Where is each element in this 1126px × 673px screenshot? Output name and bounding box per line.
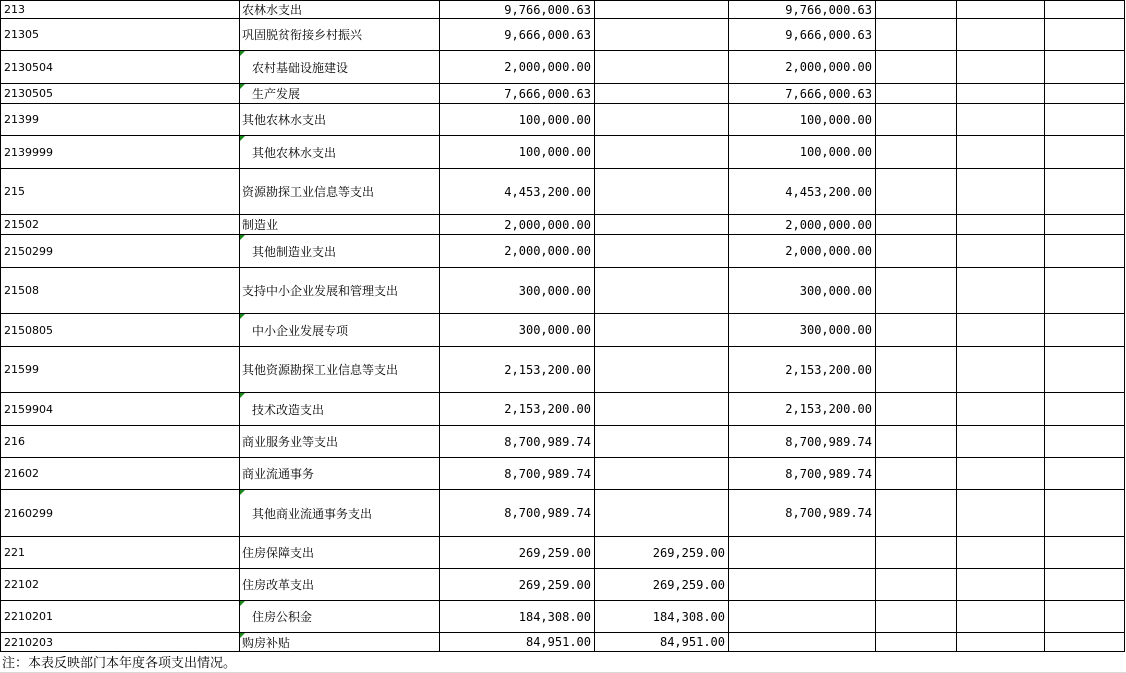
table-row — [1, 51, 1125, 84]
cell-empty[interactable] — [1045, 569, 1125, 601]
cell-empty[interactable] — [957, 314, 1045, 347]
cell-name[interactable]: 制造业 — [240, 215, 440, 235]
cell-marker-icon — [240, 314, 245, 319]
cell-empty[interactable] — [876, 490, 957, 537]
cell-total[interactable]: 2,000,000.00 — [440, 235, 595, 268]
cell-code[interactable]: 216 — [1, 426, 240, 458]
cell-code[interactable]: 21399 — [1, 104, 240, 136]
cell-empty[interactable] — [957, 601, 1045, 633]
cell-code[interactable]: 2130505 — [1, 84, 240, 104]
cell-empty[interactable] — [876, 601, 957, 633]
cell-marker-icon — [240, 84, 245, 89]
cell-total[interactable]: 2,000,000.00 — [440, 215, 595, 235]
cell-code[interactable]: 2210203 — [1, 633, 240, 652]
table-row — [1, 84, 1125, 104]
cell-project[interactable]: 8,700,989.74 — [729, 490, 876, 537]
cell-empty[interactable] — [957, 169, 1045, 215]
cell-total[interactable]: 9,666,000.63 — [440, 19, 595, 51]
cell-basic[interactable] — [595, 51, 729, 84]
cell-project[interactable]: 9,766,000.63 — [729, 1, 876, 19]
cell-code[interactable]: 22102 — [1, 569, 240, 601]
cell-code[interactable]: 21305 — [1, 19, 240, 51]
cell-empty[interactable] — [957, 268, 1045, 314]
cell-marker-icon — [240, 633, 245, 638]
cell-project[interactable]: 100,000.00 — [729, 104, 876, 136]
cell-empty[interactable] — [1045, 51, 1125, 84]
cell-empty[interactable] — [1045, 314, 1125, 347]
cell-name[interactable]: 住房公积金 — [240, 601, 440, 633]
cell-empty[interactable] — [876, 569, 957, 601]
cell-code[interactable]: 2159904 — [1, 393, 240, 426]
cell-basic[interactable] — [595, 426, 729, 458]
cell-name[interactable]: 其他制造业支出 — [240, 235, 440, 268]
cell-name[interactable]: 住房改革支出 — [240, 569, 440, 601]
cell-code[interactable]: 21502 — [1, 215, 240, 235]
cell-project[interactable]: 8,700,989.74 — [729, 458, 876, 490]
cell-empty[interactable] — [876, 136, 957, 169]
cell-total[interactable]: 8,700,989.74 — [440, 490, 595, 537]
cell-empty[interactable] — [957, 136, 1045, 169]
cell-code[interactable]: 213 — [1, 1, 240, 19]
cell-total[interactable]: 300,000.00 — [440, 314, 595, 347]
cell-basic[interactable] — [595, 1, 729, 19]
table-row — [1, 601, 1125, 633]
cell-total[interactable]: 8,700,989.74 — [440, 458, 595, 490]
cell-empty[interactable] — [1045, 393, 1125, 426]
cell-basic[interactable] — [595, 347, 729, 393]
table-row — [1, 393, 1125, 426]
cell-name[interactable]: 购房补贴 — [240, 633, 440, 652]
cell-name[interactable]: 支持中小企业发展和管理支出 — [240, 268, 440, 314]
cell-basic[interactable]: 269,259.00 — [595, 569, 729, 601]
cell-empty[interactable] — [876, 633, 957, 652]
cell-code[interactable]: 2150299 — [1, 235, 240, 268]
cell-name[interactable]: 其他商业流通事务支出 — [240, 490, 440, 537]
table-row — [1, 347, 1125, 393]
cell-marker-icon — [240, 136, 245, 141]
table-row — [1, 490, 1125, 537]
table-row — [1, 1, 1125, 19]
cell-empty[interactable] — [957, 490, 1045, 537]
cell-basic[interactable] — [595, 169, 729, 215]
cell-code[interactable]: 21599 — [1, 347, 240, 393]
cell-empty[interactable] — [876, 19, 957, 51]
cell-empty[interactable] — [1045, 426, 1125, 458]
cell-basic[interactable] — [595, 84, 729, 104]
cell-empty[interactable] — [1045, 19, 1125, 51]
cell-empty[interactable] — [957, 569, 1045, 601]
cell-project[interactable] — [729, 601, 876, 633]
table-row — [1, 19, 1125, 51]
cell-name[interactable]: 商业服务业等支出 — [240, 426, 440, 458]
cell-total[interactable]: 2,153,200.00 — [440, 347, 595, 393]
table-row — [1, 569, 1125, 601]
cell-marker-icon — [240, 490, 245, 495]
cell-empty[interactable] — [957, 235, 1045, 268]
cell-empty[interactable] — [1045, 537, 1125, 569]
cell-empty[interactable] — [1045, 1, 1125, 19]
table-row — [1, 104, 1125, 136]
cell-name[interactable]: 生产发展 — [240, 84, 440, 104]
cell-basic[interactable] — [595, 314, 729, 347]
cell-empty[interactable] — [957, 84, 1045, 104]
cell-name[interactable]: 其他农林水支出 — [240, 104, 440, 136]
cell-empty[interactable] — [1045, 235, 1125, 268]
cell-marker-icon — [240, 51, 245, 56]
cell-empty[interactable] — [1045, 104, 1125, 136]
cell-project[interactable]: 300,000.00 — [729, 268, 876, 314]
cell-empty[interactable] — [1045, 84, 1125, 104]
cell-marker-icon — [240, 393, 245, 398]
table-row — [1, 458, 1125, 490]
cell-project[interactable]: 2,000,000.00 — [729, 51, 876, 84]
cell-empty[interactable] — [957, 537, 1045, 569]
cell-basic[interactable] — [595, 215, 729, 235]
cell-basic[interactable] — [595, 19, 729, 51]
cell-empty[interactable] — [876, 347, 957, 393]
table-row — [1, 426, 1125, 458]
cell-project[interactable]: 7,666,000.63 — [729, 84, 876, 104]
cell-total[interactable]: 100,000.00 — [440, 104, 595, 136]
cell-project[interactable]: 2,153,200.00 — [729, 393, 876, 426]
cell-basic[interactable] — [595, 393, 729, 426]
cell-empty[interactable] — [876, 1, 957, 19]
cell-empty[interactable] — [1045, 633, 1125, 652]
cell-name[interactable]: 中小企业发展专项 — [240, 314, 440, 347]
cell-project[interactable]: 2,000,000.00 — [729, 235, 876, 268]
cell-total[interactable]: 9,766,000.63 — [440, 1, 595, 19]
cell-code[interactable]: 2210201 — [1, 601, 240, 633]
cell-name[interactable]: 巩固脱贫衔接乡村振兴 — [240, 19, 440, 51]
cell-empty[interactable] — [876, 458, 957, 490]
cell-code[interactable]: 2150805 — [1, 314, 240, 347]
cell-name[interactable]: 技术改造支出 — [240, 393, 440, 426]
cell-project[interactable] — [729, 633, 876, 652]
cell-project[interactable]: 9,666,000.63 — [729, 19, 876, 51]
cell-empty[interactable] — [957, 19, 1045, 51]
cell-project[interactable]: 4,453,200.00 — [729, 169, 876, 215]
cell-code[interactable]: 2139999 — [1, 136, 240, 169]
cell-empty[interactable] — [876, 393, 957, 426]
cell-name[interactable]: 农村基础设施建设 — [240, 51, 440, 84]
cell-empty[interactable] — [957, 393, 1045, 426]
cell-code[interactable]: 215 — [1, 169, 240, 215]
table-row — [1, 537, 1125, 569]
cell-code[interactable]: 21508 — [1, 268, 240, 314]
cell-basic[interactable]: 269,259.00 — [595, 537, 729, 569]
cell-name[interactable]: 其他资源勘探工业信息等支出 — [240, 347, 440, 393]
cell-code[interactable]: 2160299 — [1, 490, 240, 537]
cell-marker-icon — [240, 601, 245, 606]
cell-total[interactable]: 7,666,000.63 — [440, 84, 595, 104]
cell-total[interactable]: 100,000.00 — [440, 136, 595, 169]
cell-name[interactable]: 农林水支出 — [240, 1, 440, 19]
cell-basic[interactable] — [595, 235, 729, 268]
cell-empty[interactable] — [876, 215, 957, 235]
cell-total[interactable]: 269,259.00 — [440, 569, 595, 601]
cell-empty[interactable] — [957, 104, 1045, 136]
cell-empty[interactable] — [1045, 215, 1125, 235]
cell-code[interactable]: 221 — [1, 537, 240, 569]
cell-empty[interactable] — [876, 268, 957, 314]
cell-project[interactable]: 100,000.00 — [729, 136, 876, 169]
table-row — [1, 268, 1125, 314]
cell-empty[interactable] — [876, 84, 957, 104]
cell-basic[interactable] — [595, 104, 729, 136]
cell-empty[interactable] — [1045, 490, 1125, 537]
cell-empty[interactable] — [957, 51, 1045, 84]
table-row — [1, 633, 1125, 652]
cell-name[interactable]: 资源勘探工业信息等支出 — [240, 169, 440, 215]
cell-empty[interactable] — [957, 215, 1045, 235]
cell-empty[interactable] — [876, 169, 957, 215]
cell-project[interactable]: 8,700,989.74 — [729, 426, 876, 458]
cell-total[interactable]: 269,259.00 — [440, 537, 595, 569]
table-footnote: 注：本表反映部门本年度各项支出情况。 — [2, 656, 237, 671]
cell-basic[interactable] — [595, 136, 729, 169]
table-row — [1, 136, 1125, 169]
cell-empty[interactable] — [876, 314, 957, 347]
cell-basic[interactable]: 84,951.00 — [595, 633, 729, 652]
cell-code[interactable]: 21602 — [1, 458, 240, 490]
cell-total[interactable]: 84,951.00 — [440, 633, 595, 652]
cell-total[interactable]: 8,700,989.74 — [440, 426, 595, 458]
cell-basic[interactable] — [595, 458, 729, 490]
cell-empty[interactable] — [1045, 136, 1125, 169]
table-row — [1, 235, 1125, 268]
cell-empty[interactable] — [957, 458, 1045, 490]
cell-project[interactable]: 2,153,200.00 — [729, 347, 876, 393]
cell-empty[interactable] — [876, 537, 957, 569]
cell-empty[interactable] — [1045, 601, 1125, 633]
cell-name[interactable]: 其他农林水支出 — [240, 136, 440, 169]
cell-empty[interactable] — [957, 347, 1045, 393]
cell-empty[interactable] — [957, 1, 1045, 19]
cell-empty[interactable] — [957, 426, 1045, 458]
cell-basic[interactable]: 184,308.00 — [595, 601, 729, 633]
cell-project[interactable]: 300,000.00 — [729, 314, 876, 347]
cell-total[interactable]: 184,308.00 — [440, 601, 595, 633]
cell-empty[interactable] — [876, 235, 957, 268]
cell-empty[interactable] — [876, 426, 957, 458]
cell-empty[interactable] — [876, 104, 957, 136]
cell-name[interactable]: 住房保障支出 — [240, 537, 440, 569]
cell-empty[interactable] — [957, 633, 1045, 652]
cell-total[interactable]: 2,000,000.00 — [440, 51, 595, 84]
cell-total[interactable]: 300,000.00 — [440, 268, 595, 314]
cell-marker-icon — [240, 235, 245, 240]
cell-empty[interactable] — [1045, 169, 1125, 215]
cell-total[interactable]: 4,453,200.00 — [440, 169, 595, 215]
cell-name[interactable]: 商业流通事务 — [240, 458, 440, 490]
table-row — [1, 169, 1125, 215]
cell-empty[interactable] — [876, 51, 957, 84]
table-row — [1, 215, 1125, 235]
table-row — [1, 314, 1125, 347]
cell-project[interactable]: 2,000,000.00 — [729, 215, 876, 235]
cell-project[interactable] — [729, 569, 876, 601]
cell-basic[interactable] — [595, 268, 729, 314]
cell-total[interactable]: 2,153,200.00 — [440, 393, 595, 426]
cell-empty[interactable] — [1045, 347, 1125, 393]
cell-empty[interactable] — [1045, 458, 1125, 490]
cell-code[interactable]: 2130504 — [1, 51, 240, 84]
cell-empty[interactable] — [1045, 268, 1125, 314]
cell-basic[interactable] — [595, 490, 729, 537]
cell-project[interactable] — [729, 537, 876, 569]
